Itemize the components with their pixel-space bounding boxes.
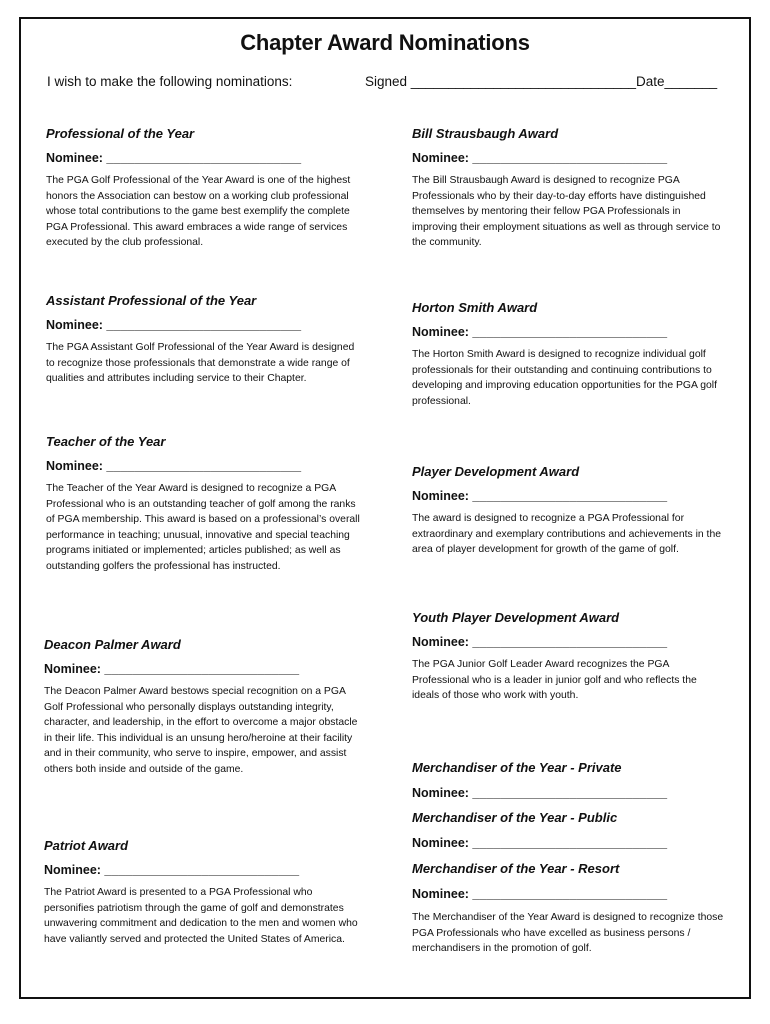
award-description: The Merchandiser of the Year Award is designed to recognize those PGA Professionals who have excelled as business persons / merchandisers in the promotion of golf. (412, 912, 724, 955)
award-bill-strausbaugh (412, 126, 724, 251)
nominee-field[interactable]: Nominee: ____________________________ (46, 151, 302, 165)
award-professional-of-the-year (46, 126, 364, 251)
award-deacon-palmer (44, 637, 362, 778)
award-merchandiser (412, 902, 724, 957)
award-title: Horton Smith Award (412, 300, 538, 315)
nominee-field[interactable]: Nominee: ____________________________ (46, 459, 302, 473)
award-title: Assistant Professional of the Year (46, 293, 257, 308)
page-title: Chapter Award Nominations (240, 30, 530, 55)
nominee-field[interactable]: Nominee: ____________________________ (44, 662, 300, 676)
award-title: Teacher of the Year (46, 434, 166, 449)
nominee-field[interactable]: Nominee: ____________________________ (412, 635, 668, 649)
award-description: The Teacher of the Year Award is designed to recognize a PGA Professional who is an outstanding teacher of golf among the ranks of PGA membership. This award is based on a professional’s overall performance in teaching; unusual, innovative and special teaching programs initiated or implemented; articles published; as well as outstanding golfers the professional has instructed. (46, 483, 360, 572)
award-title-merchandiser-resort: Merchandiser of the Year - Resort (412, 861, 620, 876)
award-description: The Patriot Award is presented to a PGA Professional who personifies patriotism through the game of golf and demonstrates unwavering commitment and dedication to the men and women who have valiantly served and protected the United States of America. (44, 887, 358, 945)
award-description: The PGA Junior Golf Leader Award recognizes the PGA Professional who is a leader in junior golf and who reflects the ideals of those who work with youth. (412, 659, 697, 702)
award-teacher-of-the-year (46, 434, 364, 575)
award-player-development (412, 464, 724, 558)
award-description: The PGA Golf Professional of the Year Award is one of the highest honors the Association can bestow on a working club professional whose total contributions to the game best exemplify the complete PGA Professional. This award embraces a wide range of services executed by the club professional. (46, 175, 351, 249)
award-description: The Horton Smith Award is designed to recognize individual golf professionals for their outstanding and continuing contributions to developing and improving education opportunities for the PGA golf professional. (412, 349, 717, 407)
award-title: Professional of the Year (46, 126, 195, 141)
award-description: The Bill Strausbaugh Award is designed to recognize PGA Professionals who by their day-to-day efforts have distinguished themselves by mentoring their fellow PGA Professionals in improving their employment situations as well as through service to the community. (412, 175, 721, 249)
award-title: Youth Player Development Award (412, 610, 620, 625)
award-title-merchandiser-private: Merchandiser of the Year - Private (412, 760, 622, 775)
nominee-field[interactable]: Nominee: ____________________________ (412, 489, 668, 503)
nominee-field-public[interactable]: Nominee: ____________________________ (412, 836, 668, 850)
nominee-field[interactable]: Nominee: ____________________________ (44, 863, 300, 877)
award-title: Bill Strausbaugh Award (412, 126, 559, 141)
intro-text: I wish to make the following nominations: (47, 74, 293, 89)
award-description: The PGA Assistant Golf Professional of the Year Award is designed to recognize those professionals that demonstrate a wide range of qualities and attributes including service to their Chapter. (46, 342, 355, 385)
nominee-field-private[interactable]: Nominee: ____________________________ (412, 786, 668, 800)
award-title: Deacon Palmer Award (44, 637, 181, 652)
award-description: The Deacon Palmer Award bestows special recognition on a PGA Golf Professional who personally displays outstanding integrity, character, and leadership, in the effort to overcome a major obstacle in their life. This individual is an unsung hero/heroine at their facility and in their community, who serve to inspire, empower, and assist others both inside and outside of the game. (44, 686, 358, 775)
award-description: The award is designed to recognize a PGA Professional for extraordinary and exemplary contributions and achievements in the area of player development for growth of the game of golf. (412, 513, 722, 556)
nominee-field[interactable]: Nominee: ____________________________ (412, 151, 668, 165)
award-patriot (44, 838, 362, 947)
award-title-merchandiser-public: Merchandiser of the Year - Public (412, 810, 618, 825)
award-horton-smith (412, 300, 724, 409)
nominee-field[interactable]: Nominee: ____________________________ (412, 325, 668, 339)
award-assistant-professional (46, 293, 364, 387)
award-youth-player-development (412, 610, 724, 704)
signature-date-line[interactable]: Signed ______________________________Date_______ (365, 74, 718, 89)
nominee-field-resort[interactable]: Nominee: ____________________________ (412, 887, 668, 901)
award-title: Player Development Award (412, 464, 580, 479)
award-title: Patriot Award (44, 838, 129, 853)
nominee-field[interactable]: Nominee: ____________________________ (46, 318, 302, 332)
